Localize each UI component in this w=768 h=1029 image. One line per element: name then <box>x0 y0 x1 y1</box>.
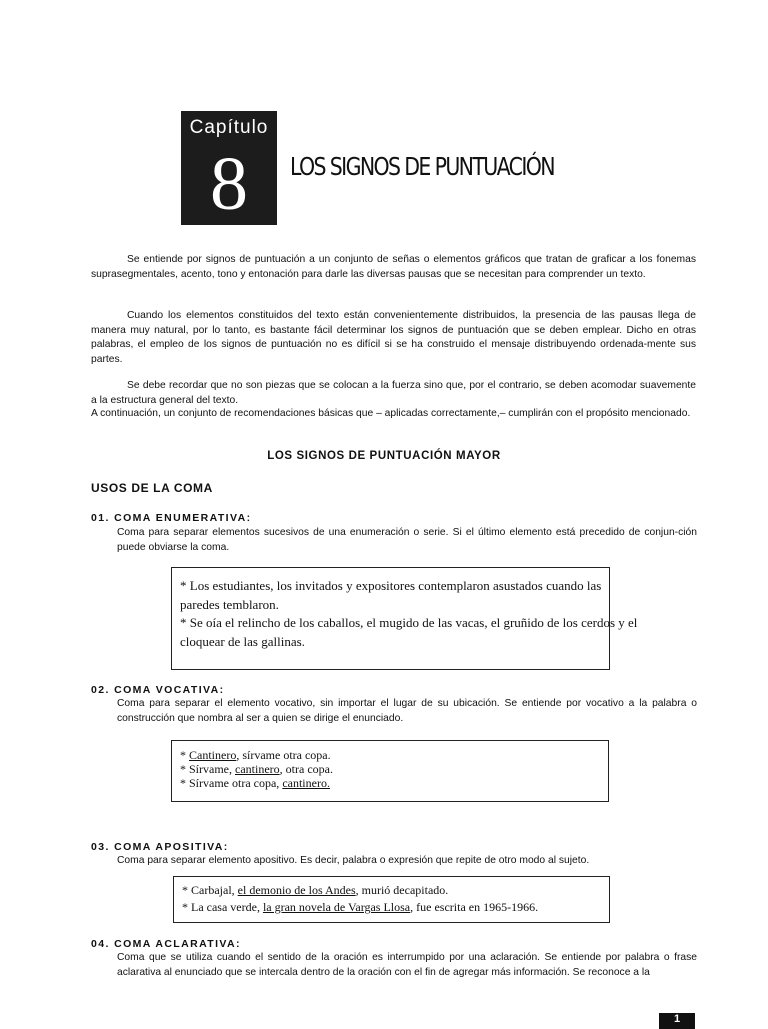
item-heading-vocativa: 02. COMA VOCATIVA: <box>91 684 225 696</box>
example-line: * Se oía el relincho de los caballos, el mugido de las vacas, el gruñido de los cerdos y el <box>180 615 638 630</box>
item-heading-enumerativa: 01. COMA ENUMERATIVA: <box>91 512 252 524</box>
item-description-enumerativa: Coma para separar elementos sucesivos de una enumeración o serie. Si el último elemento está precedido de conjun-ción puede obviarse la coma. <box>117 527 697 553</box>
item-description-vocativa: Coma para separar el elemento vocativo, sin importar el lugar de su ubicación. Se entiende por vocativo a la palabra o construcción que nombra al ser a quien se dirige el enunciado. <box>117 698 697 724</box>
example-line: * La casa verde, la gran novela de Vargas Llosa, fue escrita en 1965-1966. <box>182 900 539 914</box>
chapter-title: LOS SIGNOS DE PUNTUACIÓN <box>290 152 554 181</box>
item-heading-aclarativa: 04. COMA ACLARATIVA: <box>91 938 241 950</box>
intro-paragraph-1: Se entiende por signos de puntuación a un conjunto de señas o elementos gráficos que tratan de graficar a los fonemas suprasegmentales, acento, tono y entonación para darle las diversas pausas que se necesitan para comprender un texto. <box>91 254 696 280</box>
example-box-enumerativa <box>171 567 638 670</box>
intro-paragraph-3: Se debe recordar que no son piezas que se colocan a la fuerza sino que, por el contrario, se deben acomodar suavemente a la estructura general del texto. <box>91 380 696 406</box>
example-line: cloquear de las gallinas. <box>180 633 305 649</box>
example-box-vocativa <box>171 740 609 802</box>
example-line: paredes temblaron. <box>180 596 279 612</box>
item-description-aclarativa: Coma que se utiliza cuando el sentido de la oración es interrumpido por una aclaración. Se entiende por palabra o frase aclarativa al enunciado que se intercala dentro de la oración con el fin de agregar más información. Se reconoce a la <box>117 952 697 978</box>
page-number: 1 <box>659 1013 695 1029</box>
item-description-apositiva: Coma para separar elemento apositivo. Es decir, palabra o expresión que repite de otro modo al sujeto. <box>117 855 590 866</box>
usos-title: USOS DE LA COMA <box>91 481 213 495</box>
chapter-label: Capítulo <box>189 117 269 138</box>
example-line: * Carbajal, el demonio de los Andes, murió decapitado. <box>182 883 449 897</box>
intro-paragraph-2: Cuando los elementos constituidos del texto están convenientemente distribuidos, la presencia de las pausas llega de manera muy natural, por lo tanto, es bastante fácil determinar los signos de puntuación que se deben emplear. Dicho en otras palabras, el empleo de los signos de puntuación no es difícil si se ha construido el mensaje distribuyendo ordenada-mente sus partes. <box>91 310 696 365</box>
example-line: * Sírvame, cantinero, otra copa. <box>180 762 333 776</box>
section-title: LOS SIGNOS DE PUNTUACIÓN MAYOR <box>267 450 501 462</box>
chapter-box <box>181 111 277 225</box>
item-heading-apositiva: 03. COMA APOSITIVA: <box>91 841 229 853</box>
example-line: * Cantinero, sírvame otra copa. <box>180 748 331 762</box>
chapter-number: 8 <box>210 142 248 226</box>
example-line: * Sírvame otra copa, cantinero. <box>180 776 330 790</box>
intro-paragraph-4: A continuación, un conjunto de recomendaciones básicas que – aplicadas correctamente,– cumplirán con el propósito mencionado. <box>91 408 691 419</box>
example-line: * Los estudiantes, los invitados y expositores contemplaron asustados cuando las <box>180 578 602 593</box>
example-box-apositiva <box>173 876 610 923</box>
